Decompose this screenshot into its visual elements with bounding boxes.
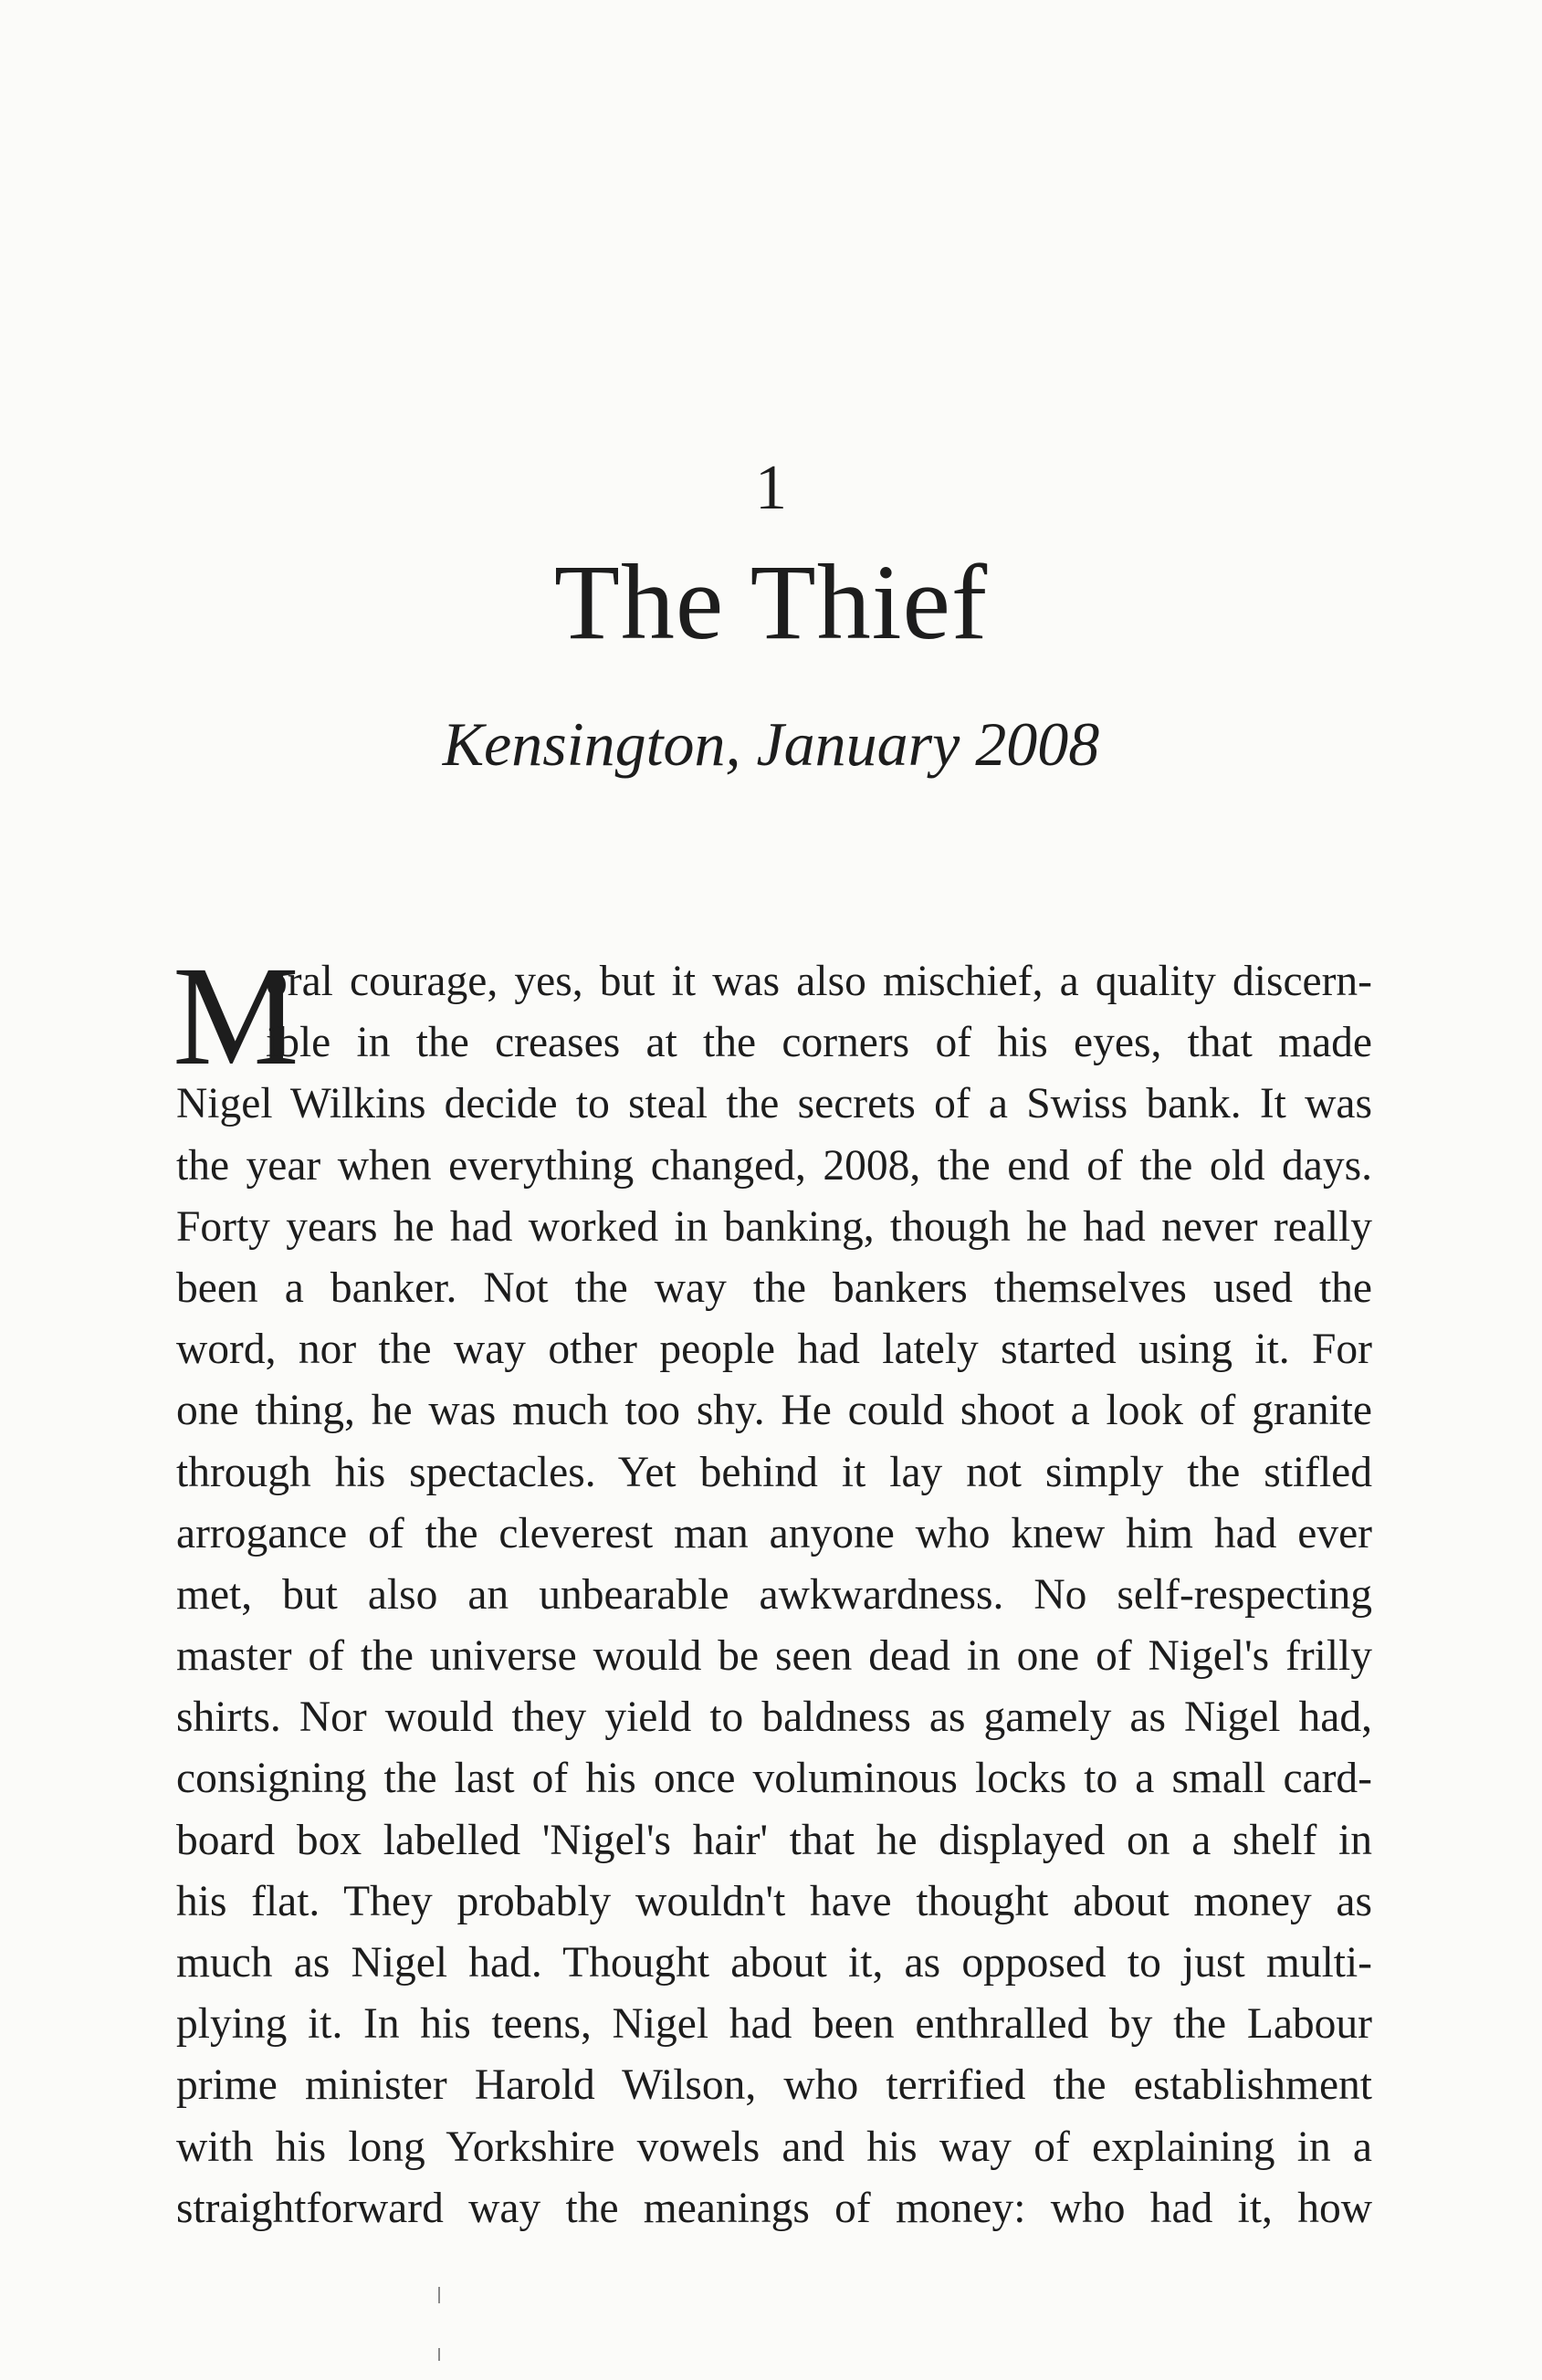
text-line: Forty years he had worked in banking, though he had never really <box>176 1202 1372 1251</box>
chapter-subtitle: Kensington, January 2008 <box>442 709 1100 779</box>
text-line: been a banker. Not the way the bankers themselves used the <box>176 1263 1372 1312</box>
text-line: through his spectacles. Yet behind it lay not simply the stifled <box>176 1448 1372 1496</box>
text-line: shirts. Nor would they yield to baldness as gamely as Nigel had, <box>176 1693 1372 1742</box>
body-paragraph <box>173 937 1372 2239</box>
scan-mark <box>438 2287 440 2303</box>
text-line: one thing, he was much too shy. He could shoot a look of granite <box>176 1387 1372 1435</box>
text-line: master of the universe would be seen dead in one of Nigel's frilly <box>176 1632 1372 1681</box>
text-line: much as Nigel had. Thought about it, as opposed to just multi- <box>176 1939 1372 1987</box>
text-line: board box labelled 'Nigel's hair' that he displayed on a shelf in <box>176 1816 1372 1864</box>
chapter-number: 1 <box>755 453 787 523</box>
text-line: plying it. In his teens, Nigel had been enthralled by the Labour <box>176 2000 1372 2049</box>
text-line-content: oral courage, yes, but it was also mischief, a quality discern- <box>266 958 1372 1005</box>
text-line: ible in the creases at the corners of his eyes, that made <box>266 1019 1372 1067</box>
text-line: consigning the last of his once voluminous locks to a small card- <box>176 1755 1372 1803</box>
text-line: straightforward way the meanings of money: who had it, how <box>176 2184 1372 2232</box>
text-line: his flat. They probably wouldn't have thought about money as <box>176 1877 1372 1925</box>
text-line: prime minister Harold Wilson, who terrified the establishment <box>176 2061 1372 2110</box>
text-line: Nigel Wilkins decide to steal the secrets of a Swiss bank. It was <box>176 1080 1372 1128</box>
text-line: word, nor the way other people had lately started using it. For <box>176 1326 1372 1374</box>
drop-cap: M <box>173 937 299 1095</box>
text-line: the year when everything changed, 2008, the end of the old days. <box>176 1141 1372 1190</box>
scan-mark <box>438 2348 440 2361</box>
text-line: with his long Yorkshire vowels and his way of explaining in a <box>176 2123 1372 2171</box>
text-line: met, but also an unbearable awkwardness. No self-respecting <box>176 1570 1372 1619</box>
text-line: arrogance of the cleverest man anyone who knew him had ever <box>176 1509 1372 1557</box>
chapter-title: The Thief <box>553 542 989 662</box>
